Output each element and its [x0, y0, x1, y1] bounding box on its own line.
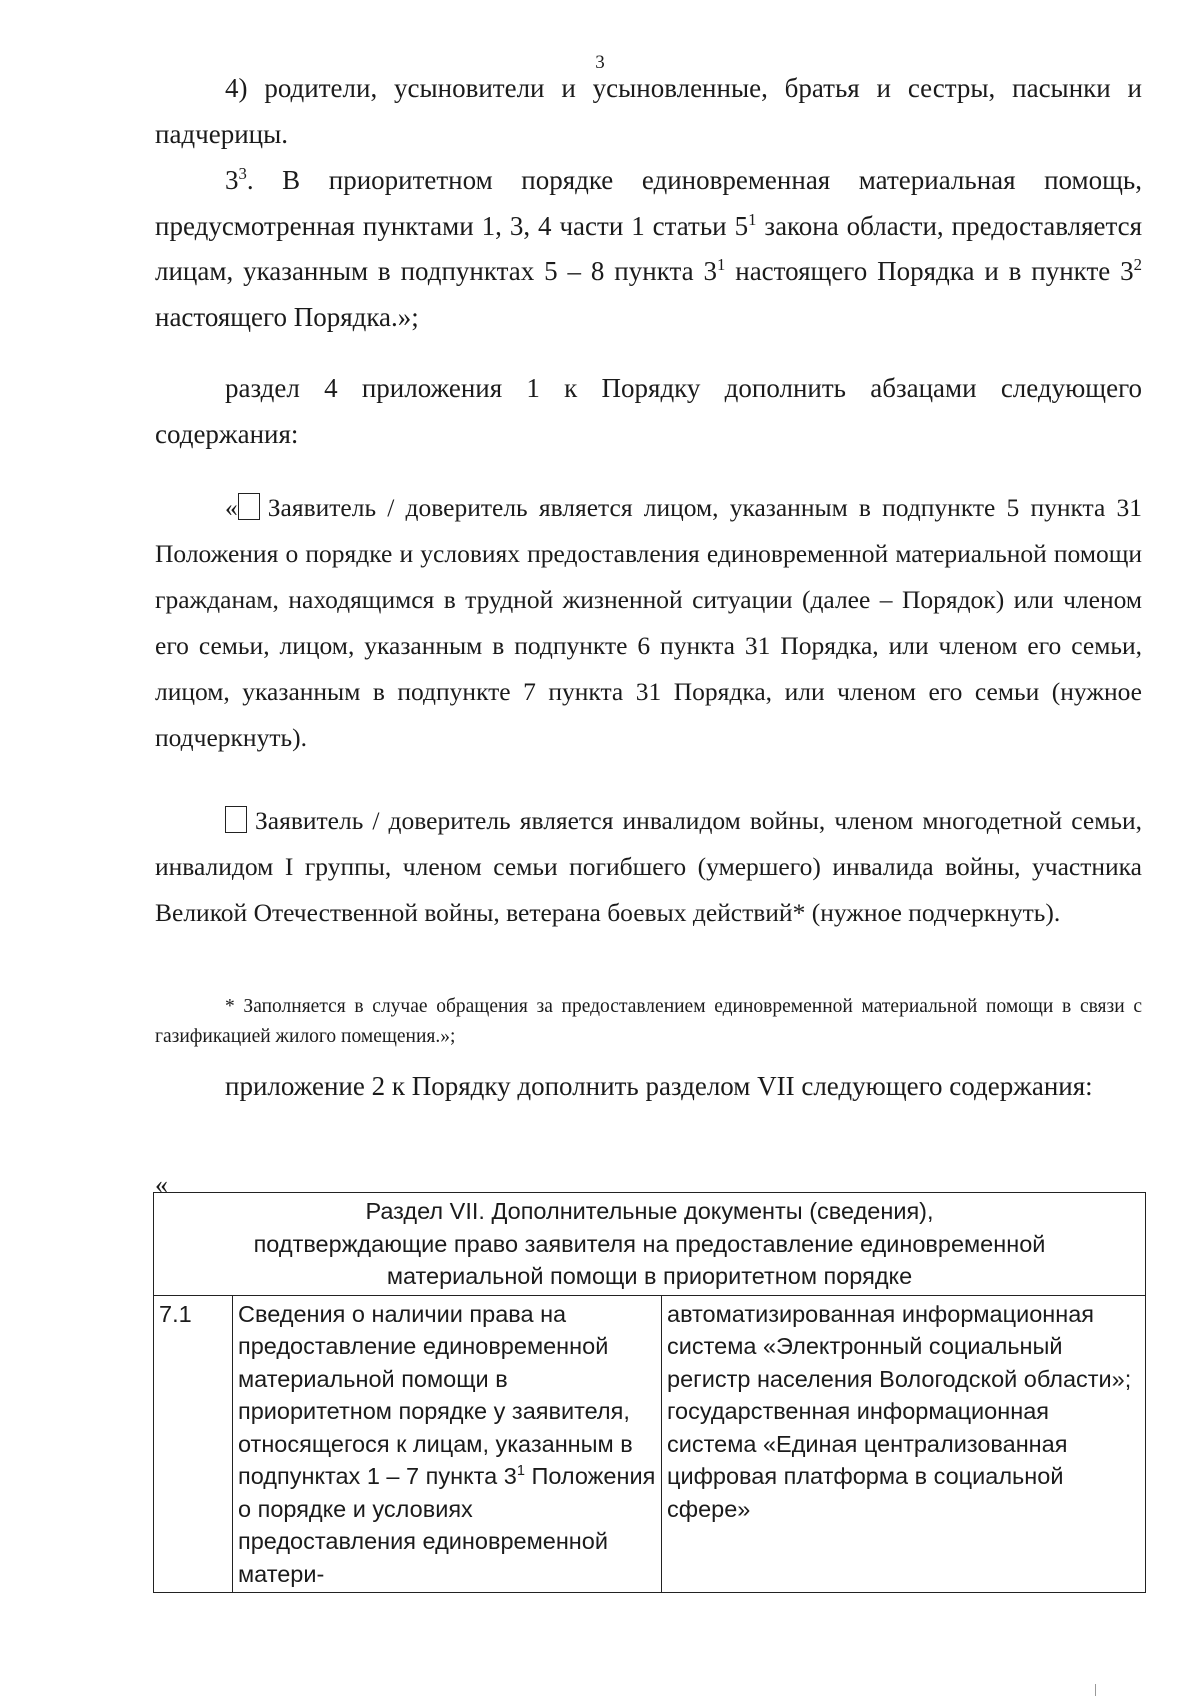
open-quote: « [225, 493, 238, 522]
form-option-1-text: Заявитель / доверитель является лицом, указанным в подпункте 5 пункта 31 Положения о порядке и условиях предоставления единовременной материальной помощи гражданам, находящимся в трудной жизненной ситуации (далее – Порядок) или членом его семьи, лицом, указанным в подпункте 6 пункта 31 Порядка, или членом его семьи, лицом, указанным в подпункте 7 пункта 31 Порядка, или членом его семьи (нужное подчеркнуть). [155, 493, 1142, 752]
paragraph-priority: $3^3$. В приоритетном порядке единовременная материальная помощь, предусмотренная пунктами 1, 3, 4 части 1 статьи $5^1$ закона области, предоставляется лицам, указанным в подпунктах 5 – 8 пункта $3^1$ настоящего Порядка и в пункте $3^2$ настоящего Порядка.»; [155, 164, 1143, 332]
row-description: Сведения о наличии права на предоставление единовременной материальной помощи в приоритетном порядке у заявителя, относящегося к лицам, указанным в подпунктах 1 – 7 пункта $3^1$ Положения о порядке и условиях предоставления единовременной матери- [233, 1295, 662, 1593]
paragraph-section4-amend: раздел 4 приложения 1 к Порядку дополнить абзацами следующего содержания: [155, 373, 1142, 449]
footnote: * Заполняется в случае обращения за предоставлением единовременной материальной помощи в связи с газификацией жилого помещения.»; [155, 996, 1142, 1047]
form-option-1 [155, 485, 1142, 761]
form-option-2-text: Заявитель / доверитель является инвалидом войны, членом многодетной семьи, инвалидом I группы, членом семьи погибшего (умершего) инвалида войны, участника Великой Отечественной войны, ветерана боевых действий* (нужное подчеркнуть). [155, 806, 1142, 927]
page-number: 3 [595, 52, 605, 73]
paragraph-appendix2-amend: приложение 2 к Порядку дополнить разделом VII следующего содержания: [225, 1071, 1093, 1101]
checkbox-2 [225, 806, 247, 833]
section-vii-heading: Раздел VII. Дополнительные документы (сведения), подтверждающие право заявителя на предоставление единовременной материальной помощи в приоритетном порядке [154, 1193, 1146, 1296]
paragraph-relatives: 4) родители, усыновители и усыновленные, братья и сестры, пасынки и падчерицы. [155, 73, 1142, 149]
section-vii-table [153, 1192, 1146, 1593]
table-row [154, 1295, 1146, 1593]
checkbox-1 [238, 493, 260, 520]
row-number: 7.1 [154, 1295, 233, 1593]
form-option-2 [155, 798, 1142, 936]
scan-mark [1095, 1684, 1096, 1696]
row-source: автоматизированная информационная система «Электронный социальный регистр населения Вологодской области»; государственная информационная система «Единая централизованная цифровая платформа в социальной сфере» [662, 1295, 1146, 1593]
table-open-quote: « [155, 1170, 168, 1199]
